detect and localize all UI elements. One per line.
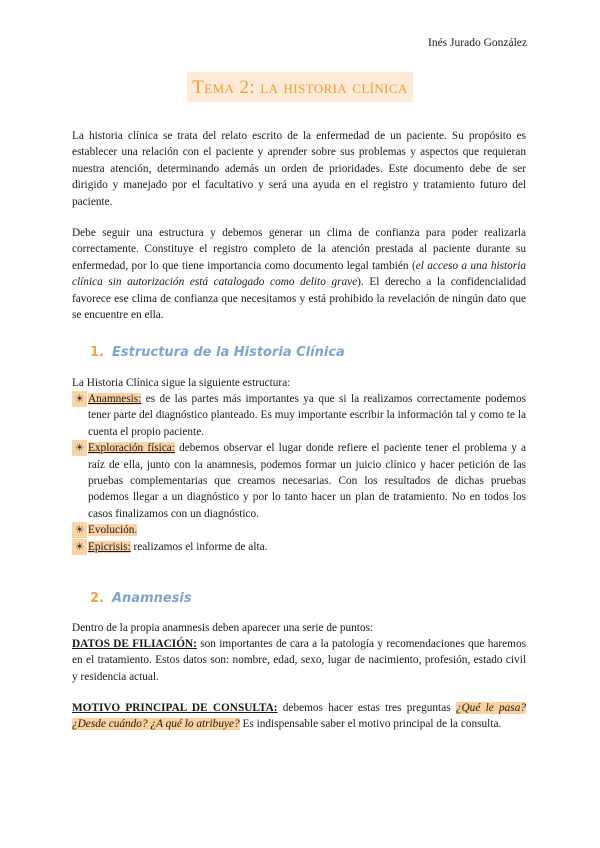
intro-p2-text-b: ). El derecho a la confidencialidad favorece ese clima de confianza que necesitamos y está prohibido la revelación de ningún dato que se encuentre en ella.: [72, 276, 526, 322]
section-1-number: 1.: [90, 345, 104, 360]
datos-filiacion-text: son importantes de cara a la patología y recomendaciones que haremos en el tratamiento. Estos datos son: nombre, edad, sexo, lugar de nacimiento, profesión, estado civil y residencia actual.: [72, 638, 526, 683]
section-2-heading-text: Anamnesis: [111, 591, 192, 606]
list-item-text: es de las partes más importantes ya que si la realizamos correctamente podemos tener parte del diagnóstico planteado. Es muy importante escribir la información tal y como te la cuenta el propio paciente.: [88, 393, 526, 438]
motivo-consulta-text-a: debemos hacer estas tres preguntas: [277, 702, 456, 714]
sun-icon: ☀: [72, 440, 87, 456]
intro-p2-text-a: Debe seguir una estructura y debemos generar un clima de confianza para poder realizarla correctamente. Constituye el registro completo de la atención prestada al paciente durante su enfermedad, por lo que tiene importancia como documento legal también (: [72, 227, 526, 272]
motivo-consulta-label: MOTIVO PRINCIPAL DE CONSULTA:: [72, 702, 278, 714]
sun-icon: ☀: [72, 391, 87, 407]
list-item-term: Anamnesis:: [88, 393, 142, 405]
list-item: [72, 391, 526, 440]
section-1-heading-text: Estructura de la Historia Clínica: [111, 345, 345, 360]
list-item-text: debemos observar el lugar donde refiere el paciente tener el problema y a raíz de ella, junto con la anamnesis, podemos formar un juicio clínico y hacer petición de las pruebas complementarias que creamos necesarias. Con los resultados de dichas pruebas podemos llegar a un diagnóstico y por lo tanto hacer un plan de tratamiento. No en todos los casos finalizamos con un diagnóstico.: [88, 442, 526, 520]
section-1-lead: La Historia Clínica sigue la siguiente estructura:: [72, 377, 291, 389]
intro-p2-italic: el acceso a una historia clínica sin autorización está catalogado como delito grave: [72, 259, 526, 289]
motivo-consulta-paragraph: [72, 700, 526, 733]
motivo-consulta-questions: ¿Qué le pasa? ¿Desde cuándo? ¿A qué lo atribuye?: [72, 702, 526, 731]
list-item-term: Evolución.: [88, 524, 138, 537]
section-2-number: 2.: [90, 591, 104, 606]
list-item-term: Exploración física:: [88, 442, 175, 455]
list-item: [72, 440, 526, 522]
list-item: [72, 539, 526, 555]
datos-filiacion-paragraph: [72, 636, 526, 685]
intro-paragraph-2: [72, 225, 526, 323]
structure-list: [72, 391, 526, 555]
list-item-term: Epicrisis:: [88, 540, 131, 553]
list-item: [72, 522, 526, 538]
datos-filiacion-label: DATOS DE FILIACIÓN:: [72, 638, 197, 650]
section-2-heading: [90, 591, 192, 606]
sun-icon: ☀: [72, 522, 87, 538]
list-item-text: realizamos el informe de alta.: [130, 540, 268, 553]
section-2-lead: Dentro de la propia anamnesis deben aparecer una serie de puntos:: [72, 622, 374, 634]
intro-paragraph-1: La historia clínica se trata del relato escrito de la enfermedad de un paciente. Su propósito es establecer una relación con el paciente y aprender sobre sus problemas y aspectos que requieran nuestra atención, determinando además un orden de prioridades. Este documento debe de ser dirigido y manejado por el facultativo y será una ayuda en el registro y tratamiento futuro del paciente.: [72, 130, 526, 208]
author-name: Inés Jurado González: [428, 37, 527, 49]
page-title: Tema 2: la historia clínica: [187, 72, 413, 102]
section-1-heading: [90, 345, 345, 360]
motivo-consulta-text-b: Es indispensable saber el motivo principal de la consulta.: [239, 718, 502, 731]
title-container: [0, 72, 600, 102]
sun-icon: ☀: [72, 539, 87, 555]
